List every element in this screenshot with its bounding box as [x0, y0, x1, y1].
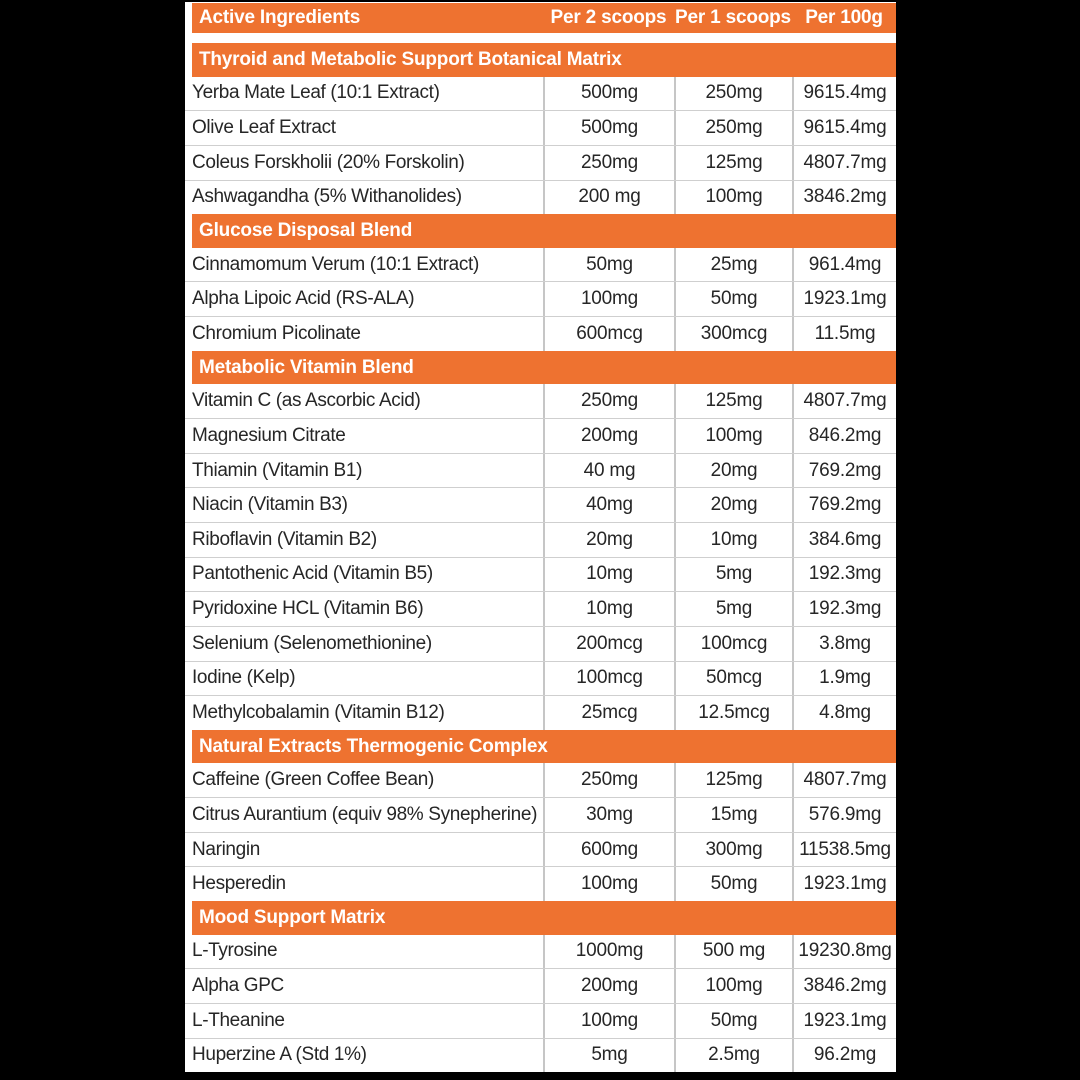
- per-1-scoop-value: 5mg: [674, 558, 792, 592]
- per-2-scoops-value: 200mg: [543, 969, 674, 1003]
- ingredient-name: Magnesium Citrate: [192, 424, 346, 446]
- per-1-scoop-value: 125mg: [674, 146, 792, 180]
- per-2-scoops-value: 20mg: [543, 523, 674, 557]
- ingredient-row: [185, 316, 896, 351]
- header-per-2-scoops: Per 2 scoops: [550, 7, 667, 28]
- per-100g-value: 4807.7mg: [792, 763, 896, 797]
- per-100g-value: 1923.1mg: [792, 867, 896, 901]
- per-2-scoops-value: 250mg: [543, 384, 674, 418]
- per-100g-value: 96.2mg: [792, 1039, 896, 1073]
- per-1-scoop-value: 50mg: [674, 1004, 792, 1038]
- header-per-100g: Per 100g: [805, 7, 883, 28]
- ingredient-name: Chromium Picolinate: [192, 322, 361, 344]
- ingredient-row: [185, 453, 896, 488]
- per-100g-value: 19230.8mg: [792, 935, 896, 969]
- ingredient-name: Riboflavin (Vitamin B2): [192, 528, 377, 550]
- ingredient-name: Vitamin C (as Ascorbic Acid): [192, 390, 421, 412]
- per-2-scoops-value: 100mg: [543, 867, 674, 901]
- header-gap: [185, 33, 896, 43]
- per-100g-value: 1923.1mg: [792, 1004, 896, 1038]
- ingredient-row: [185, 661, 896, 696]
- ingredient-row: [185, 866, 896, 901]
- section-header: Glucose Disposal Blend: [192, 214, 896, 248]
- ingredient-name: Hesperedin: [192, 873, 286, 895]
- ingredient-name: Citrus Aurantium (equiv 98% Synepherine): [192, 803, 538, 825]
- per-2-scoops-value: 10mg: [543, 558, 674, 592]
- per-1-scoop-value: 250mg: [674, 111, 792, 145]
- ingredient-row: [185, 695, 896, 730]
- header-active-ingredients: Active Ingredients: [199, 7, 361, 28]
- per-100g-value: 576.9mg: [792, 798, 896, 832]
- per-1-scoop-value: 100mcg: [674, 627, 792, 661]
- per-100g-value: 4.8mg: [792, 696, 896, 730]
- ingredient-name: Huperzine A (Std 1%): [192, 1044, 367, 1066]
- ingredient-row: [185, 626, 896, 661]
- ingredient-name: Coleus Forskholii (20% Forskolin): [192, 151, 465, 173]
- ingredient-row: [185, 384, 896, 418]
- per-2-scoops-value: 200mg: [543, 419, 674, 453]
- ingredient-name: L-Tyrosine: [192, 940, 278, 962]
- section-header: Natural Extracts Thermogenic Complex: [192, 730, 896, 764]
- per-1-scoop-value: 5mg: [674, 592, 792, 626]
- per-100g-value: 769.2mg: [792, 454, 896, 488]
- supplement-facts-panel: [185, 2, 896, 1072]
- per-2-scoops-value: 100mg: [543, 1004, 674, 1038]
- per-100g-value: 961.4mg: [792, 248, 896, 282]
- per-2-scoops-value: 40 mg: [543, 454, 674, 488]
- table-body: [185, 43, 896, 1072]
- per-100g-value: 11.5mg: [792, 317, 896, 351]
- table-header-row: [192, 3, 896, 33]
- ingredient-row: [185, 557, 896, 592]
- per-1-scoop-value: 10mg: [674, 523, 792, 557]
- ingredient-name: Pyridoxine HCL (Vitamin B6): [192, 598, 424, 620]
- per-2-scoops-value: 600mcg: [543, 317, 674, 351]
- per-100g-value: 11538.5mg: [792, 833, 896, 867]
- per-2-scoops-value: 40mg: [543, 488, 674, 522]
- per-1-scoop-value: 300mg: [674, 833, 792, 867]
- section-header: Thyroid and Metabolic Support Botanical Matrix: [192, 43, 896, 77]
- per-1-scoop-value: 100mg: [674, 969, 792, 1003]
- per-100g-value: 192.3mg: [792, 558, 896, 592]
- per-1-scoop-value: 2.5mg: [674, 1039, 792, 1073]
- per-2-scoops-value: 50mg: [543, 248, 674, 282]
- per-2-scoops-value: 500mg: [543, 111, 674, 145]
- ingredient-name: Olive Leaf Extract: [192, 117, 336, 139]
- ingredient-name: Selenium (Selenomethionine): [192, 632, 432, 654]
- ingredient-name: Iodine (Kelp): [192, 667, 296, 689]
- ingredient-name: Caffeine (Green Coffee Bean): [192, 769, 434, 791]
- ingredient-row: [185, 968, 896, 1003]
- ingredient-name: Niacin (Vitamin B3): [192, 494, 348, 516]
- per-100g-value: 3846.2mg: [792, 181, 896, 215]
- ingredient-row: [185, 1003, 896, 1038]
- per-1-scoop-value: 50mg: [674, 282, 792, 316]
- per-100g-value: 4807.7mg: [792, 146, 896, 180]
- per-2-scoops-value: 250mg: [543, 146, 674, 180]
- ingredient-name: Yerba Mate Leaf (10:1 Extract): [192, 82, 440, 104]
- ingredient-row: [185, 487, 896, 522]
- ingredient-name: L-Theanine: [192, 1009, 285, 1031]
- per-100g-value: 1923.1mg: [792, 282, 896, 316]
- ingredient-row: [185, 180, 896, 215]
- ingredient-row: [185, 77, 896, 111]
- per-1-scoop-value: 25mg: [674, 248, 792, 282]
- per-2-scoops-value: 100mcg: [543, 662, 674, 696]
- per-1-scoop-value: 100mg: [674, 181, 792, 215]
- ingredient-name: Ashwagandha (5% Withanolides): [192, 186, 462, 208]
- ingredient-row: [185, 418, 896, 453]
- per-100g-value: 769.2mg: [792, 488, 896, 522]
- per-100g-value: 3846.2mg: [792, 969, 896, 1003]
- per-2-scoops-value: 200 mg: [543, 181, 674, 215]
- per-1-scoop-value: 100mg: [674, 419, 792, 453]
- per-1-scoop-value: 20mg: [674, 454, 792, 488]
- per-1-scoop-value: 125mg: [674, 384, 792, 418]
- ingredient-row: [185, 763, 896, 797]
- ingredient-name: Methylcobalamin (Vitamin B12): [192, 701, 445, 723]
- ingredient-row: [185, 797, 896, 832]
- per-100g-value: 846.2mg: [792, 419, 896, 453]
- per-2-scoops-value: 30mg: [543, 798, 674, 832]
- ingredient-name: Naringin: [192, 838, 260, 860]
- per-1-scoop-value: 12.5mcg: [674, 696, 792, 730]
- ingredient-name: Alpha GPC: [192, 975, 284, 997]
- section-header: Metabolic Vitamin Blend: [192, 351, 896, 385]
- ingredient-name: Alpha Lipoic Acid (RS-ALA): [192, 288, 415, 310]
- per-100g-value: 9615.4mg: [792, 111, 896, 145]
- per-2-scoops-value: 600mg: [543, 833, 674, 867]
- ingredient-row: [185, 110, 896, 145]
- ingredient-row: [185, 281, 896, 316]
- ingredient-name: Thiamin (Vitamin B1): [192, 459, 363, 481]
- per-2-scoops-value: 200mcg: [543, 627, 674, 661]
- ingredient-row: [185, 145, 896, 180]
- per-2-scoops-value: 25mcg: [543, 696, 674, 730]
- per-2-scoops-value: 250mg: [543, 763, 674, 797]
- section-header: Mood Support Matrix: [192, 901, 896, 935]
- per-2-scoops-value: 500mg: [543, 77, 674, 111]
- ingredient-row: [185, 591, 896, 626]
- per-1-scoop-value: 15mg: [674, 798, 792, 832]
- per-1-scoop-value: 50mcg: [674, 662, 792, 696]
- ingredient-row: [185, 248, 896, 282]
- per-2-scoops-value: 10mg: [543, 592, 674, 626]
- per-100g-value: 192.3mg: [792, 592, 896, 626]
- ingredient-row: [185, 522, 896, 557]
- per-100g-value: 4807.7mg: [792, 384, 896, 418]
- per-2-scoops-value: 100mg: [543, 282, 674, 316]
- per-1-scoop-value: 250mg: [674, 77, 792, 111]
- per-100g-value: 384.6mg: [792, 523, 896, 557]
- ingredient-name: Pantothenic Acid (Vitamin B5): [192, 563, 433, 585]
- per-100g-value: 1.9mg: [792, 662, 896, 696]
- per-1-scoop-value: 20mg: [674, 488, 792, 522]
- per-100g-value: 9615.4mg: [792, 77, 896, 111]
- per-1-scoop-value: 125mg: [674, 763, 792, 797]
- ingredient-row: [185, 832, 896, 867]
- per-2-scoops-value: 5mg: [543, 1039, 674, 1073]
- per-1-scoop-value: 500 mg: [674, 935, 792, 969]
- ingredient-name: Cinnamomum Verum (10:1 Extract): [192, 253, 479, 275]
- per-1-scoop-value: 50mg: [674, 867, 792, 901]
- per-100g-value: 3.8mg: [792, 627, 896, 661]
- per-1-scoop-value: 300mcg: [674, 317, 792, 351]
- ingredient-row: [185, 1038, 896, 1073]
- ingredient-row: [185, 935, 896, 969]
- header-per-1-scoop: Per 1 scoops: [675, 7, 791, 28]
- per-2-scoops-value: 1000mg: [543, 935, 674, 969]
